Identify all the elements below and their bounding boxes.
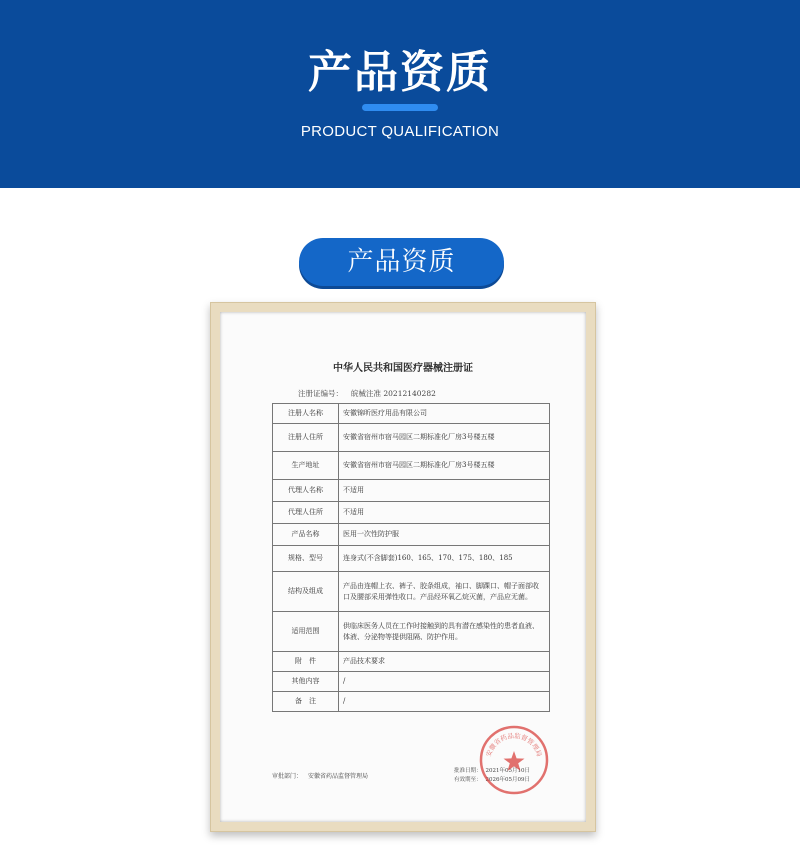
certificate-row-value: 产品技术要求 (339, 652, 550, 672)
certificate-paper (220, 312, 586, 822)
banner-subtitle: PRODUCT QUALIFICATION (300, 123, 500, 140)
registration-label: 注册证编号： (298, 389, 343, 398)
certificate-row-key: 生产地址 (273, 452, 339, 480)
approve-date-line: 批准日期： 2021年05月10日 (454, 768, 531, 774)
certificate-row-key: 适用范围 (273, 612, 339, 652)
valid-date-line: 有效期至： 2026年05月09日 (454, 777, 531, 783)
seal-text: 安徽省药品监督管理局 (484, 731, 544, 758)
certificate-row (273, 480, 550, 502)
certificate-frame (210, 302, 596, 832)
certificate-row-value: 不适用 (339, 480, 550, 502)
certificate-table (272, 403, 550, 712)
certificate-row (273, 652, 550, 672)
certificate-row (273, 692, 550, 712)
certificate-row-key: 其他内容 (273, 672, 339, 692)
certificate-row-key: 产品名称 (273, 524, 339, 546)
certificate-row-key: 代理人名称 (273, 480, 339, 502)
certificate-row (273, 502, 550, 524)
certificate-row (273, 572, 550, 612)
registration-number-line (298, 388, 444, 399)
issuer-label: 审批部门： (272, 773, 303, 780)
certificate-row-value: 不适用 (339, 502, 550, 524)
certificate-row-key: 结构及组成 (273, 572, 339, 612)
certificate-row-key: 代理人住所 (273, 502, 339, 524)
official-seal-icon (478, 724, 550, 796)
certificate-row-value: 医用一次性防护服 (339, 524, 550, 546)
certificate-row-value: 安徽锦昕医疗用品有限公司 (339, 404, 550, 424)
section-pill-label: 产品资质 (299, 238, 504, 286)
certificate-row (273, 404, 550, 424)
certificate-row-value: 连身式(不含脚套)160、165、170、175、180、185 (339, 546, 550, 572)
certificate-row-key: 规格、型号 (273, 546, 339, 572)
registration-number: 皖械注准 20212140282 (351, 389, 436, 398)
certificate-row-value: / (339, 692, 550, 712)
certificate-row (273, 424, 550, 452)
certificate-row (273, 612, 550, 652)
certificate-row (273, 524, 550, 546)
certificate-row-value: 供临床医务人员在工作时接触到的具有潜在感染性的患者血液、体液、分泌物等提供阻隔、防护作用。 (339, 612, 550, 652)
banner-underline (362, 104, 438, 111)
certificate-row (273, 546, 550, 572)
certificate-row-key: 备 注 (273, 692, 339, 712)
certificate-title: 中华人民共和国医疗器械注册证 (333, 363, 473, 374)
header-banner (0, 0, 800, 188)
banner-title: 产品资质 (308, 47, 492, 98)
issuer-line (272, 771, 374, 780)
certificate-row-value: 安徽省宿州市宿马园区二期标准化厂房3号楼五楼 (339, 424, 550, 452)
certificate-row-key: 注册人住所 (273, 424, 339, 452)
certificate-row-key: 注册人名称 (273, 404, 339, 424)
certificate-row-value: 安徽省宿州市宿马园区二期标准化厂房3号楼五楼 (339, 452, 550, 480)
certificate-row (273, 672, 550, 692)
certificate-row-value: 产品由连帽上衣、裤子、胶条组成，袖口、脚踝口、帽子面部收口及腰部采用弹性收口。产品经环氧乙烷灭菌，产品应无菌。 (339, 572, 550, 612)
certificate-row-key: 附 件 (273, 652, 339, 672)
certificate-row (273, 452, 550, 480)
certificate-row-value: / (339, 672, 550, 692)
issuer-name: 安徽省药品监督管理局 (308, 773, 369, 780)
